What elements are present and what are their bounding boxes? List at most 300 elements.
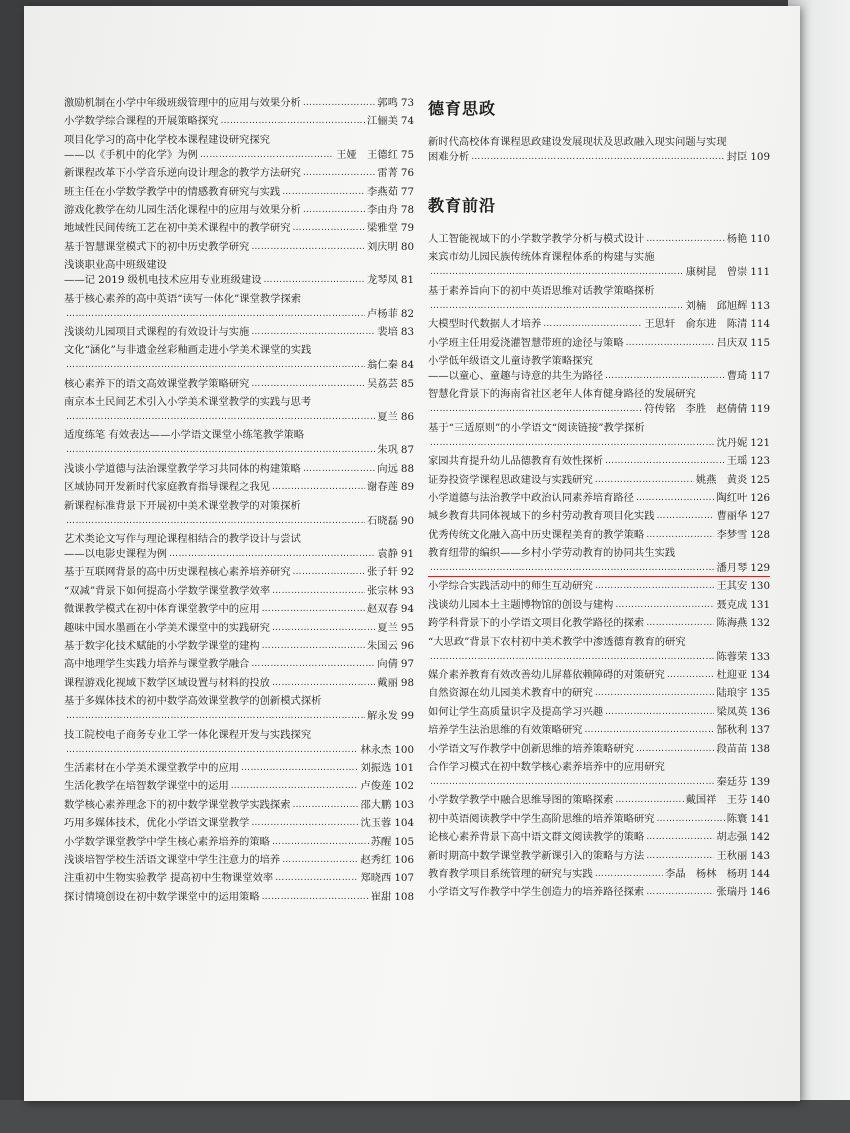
leader-dots (303, 166, 375, 181)
toc-entry-author: 王娅 王德红 (336, 148, 398, 161)
toc-entry-page: 129 (750, 562, 770, 575)
toc-entry-line (64, 728, 414, 743)
toc-entry-title: 基于数字化技术赋能的小学数学课堂的建构 (64, 639, 260, 652)
toc-entry-line (64, 114, 414, 129)
toc-entry-line (428, 491, 770, 506)
toc-entry-title: 生活化教学在培智数学课堂中的运用 (64, 780, 229, 793)
desk-surface (0, 1100, 850, 1133)
toc-entry (64, 853, 414, 868)
toc-entry-line (428, 284, 770, 299)
leader-dots (169, 547, 375, 562)
toc-entry-author: 曹丽华 (716, 510, 748, 523)
leader-dots (615, 793, 683, 808)
toc-entry-line (64, 871, 414, 886)
toc-entry-author: 李梦雪 (716, 528, 748, 541)
toc-entry-line (428, 317, 770, 332)
toc-entry-title: ——记 2019 级机电技术应用专业班级建设 (64, 274, 262, 287)
toc-entry-title: 合作学习模式在初中数学核心素养培养中的应用研究 (428, 760, 665, 773)
leader-dots (595, 686, 715, 701)
toc-entry (428, 579, 770, 594)
toc-entry-title: 小学低年级语文儿童诗教学策略探究 (428, 354, 593, 367)
toc-entry-author: 朱巩 (377, 444, 398, 457)
leader-dots (646, 830, 714, 845)
toc-entry-page: 95 (400, 621, 414, 634)
toc-entry-line (64, 532, 414, 547)
toc-entry-line (428, 598, 770, 613)
toc-entry-line (428, 635, 770, 650)
toc-entry-title: 浅谈幼儿园项目式课程的有效设计与实施 (64, 325, 250, 338)
toc-entry-line (64, 410, 414, 425)
leader-dots (595, 867, 663, 882)
toc-entry-title: 数学核心素养理念下的初中数学课堂教学实践探索 (64, 798, 291, 811)
toc-entry-page: 97 (400, 658, 414, 671)
toc-entry-title: 智慧化背景下的海南省社区老年人体育健身路径的发展研究 (428, 388, 696, 401)
toc-entry-author: 崔甜 (370, 890, 392, 903)
toc-entry (64, 133, 414, 163)
toc-entry-line (64, 890, 414, 905)
toc-entry-line (64, 761, 414, 776)
toc-entry-title: 人工智能视域下的小学数学教学分析与模式设计 (428, 233, 645, 245)
leader-dots (262, 890, 369, 905)
toc-entry-title: 小学语文写作教学中学生创造力的培养路径探索 (428, 886, 645, 899)
toc-entry-author: 龙琴凤 (367, 274, 398, 287)
leader-dots (66, 358, 365, 373)
leader-dots (543, 317, 642, 332)
toc-entry (64, 621, 414, 636)
toc-entry-title: 激励机制在小学中年级班级管理中的应用与效果分析 (64, 97, 301, 109)
toc-entry (64, 499, 414, 529)
toc-entry-page: 123 (750, 455, 770, 468)
toc-entry-line (64, 547, 414, 562)
toc-right-column (420, 96, 770, 904)
toc-entry-author: 卢俊莲 (360, 780, 392, 793)
toc-entry-line (64, 709, 414, 724)
toc-entry-line (428, 579, 770, 594)
toc-entry-title: 小学班主任用爱浇灌智慧带班的途径与策略 (428, 336, 624, 349)
toc-entry-author: 石晓磊 (367, 514, 398, 527)
toc-entry-title: 基于互联网背景的高中历史课程核心素养培养研究 (64, 566, 291, 579)
leader-dots (272, 584, 365, 599)
toc-entry (64, 240, 414, 255)
toc-entry (64, 676, 414, 691)
toc-entry-page: 79 (400, 222, 414, 235)
toc-entry-author: 曹琦 (726, 369, 748, 382)
leader-dots (646, 616, 714, 631)
toc-entry-title: 自然资源在幼儿园美术教育中的研究 (428, 687, 593, 700)
toc-entry-title: 艺术类论文写作与理论课程相结合的教学设计与尝试 (64, 533, 301, 546)
toc-entry-line (428, 812, 770, 827)
toc-entry (428, 723, 770, 738)
leader-dots (293, 798, 359, 813)
toc-entry-page: 94 (400, 603, 414, 616)
leader-dots (66, 709, 365, 724)
toc-entry-page: 83 (400, 325, 414, 338)
toc-entry-line (428, 265, 770, 280)
toc-entry-author: 裴培 (377, 325, 398, 338)
toc-entry-title: ——以电影史课程为例 (64, 548, 167, 561)
toc-entry-title: 家园共育提升幼儿品德教育有效性探析 (428, 455, 604, 468)
toc-entry (64, 480, 414, 495)
leader-dots (636, 491, 715, 506)
toc-entry (64, 602, 414, 617)
toc-entry-author: 郜秋利 (716, 724, 748, 737)
toc-entry-title: 趣味中国水墨画在小学美术课堂中的实践研究 (64, 621, 270, 634)
toc-entry-author: 苏醒 (370, 835, 392, 848)
toc-entry-title: 新时代高校体育课程思政建设发展现状及思政融入现实问题与实现 (428, 136, 727, 148)
toc-entry-line (428, 830, 770, 845)
toc-entry (428, 250, 770, 280)
toc-entry-page: 77 (400, 185, 414, 198)
toc-entry-author: 戴丽 (377, 676, 398, 689)
toc-entry-line (64, 395, 414, 410)
toc-entry-line (428, 387, 770, 402)
toc-entry-page: 125 (750, 473, 770, 486)
toc-entry (428, 686, 770, 701)
toc-entry-title: 小学数学课堂教学中学生核心素养培养的策略 (64, 835, 270, 848)
toc-entry-title: 跨学科背景下的小学语文项目化教学路径的探索 (428, 617, 645, 630)
toc-entry (428, 454, 770, 469)
toc-entry-title: 生活素材在小学美术课堂教学中的应用 (64, 761, 240, 774)
toc-entry-line (64, 676, 414, 691)
toc-entry-page: 127 (750, 510, 770, 523)
leader-dots (282, 853, 358, 868)
toc-entry-line (64, 816, 414, 831)
toc-entry-author: 李由舟 (367, 203, 398, 216)
leader-dots (220, 114, 365, 129)
leader-dots (605, 454, 725, 469)
toc-entry-page: 132 (750, 617, 770, 630)
toc-entry-title: 浅谈职业高中班级建设 (64, 259, 167, 272)
leader-dots (430, 561, 714, 576)
toc-entry-page: 86 (400, 411, 414, 424)
toc-entry-page: 78 (400, 203, 414, 216)
toc-entry-line (64, 621, 414, 636)
toc-entry-page: 87 (400, 444, 414, 457)
toc-entry-line (64, 203, 414, 218)
toc-entry-page: 106 (394, 853, 414, 866)
toc-entry-title: 巧用多媒体技术，优化小学语文课堂教学 (64, 817, 250, 830)
toc-entry-line (64, 565, 414, 580)
toc-entry-page: 82 (400, 307, 414, 320)
toc-entry-line (428, 250, 770, 265)
toc-entry (64, 221, 414, 236)
toc-entry (64, 292, 414, 322)
toc-entry (428, 812, 770, 827)
toc-entry-author: 吕庆双 (716, 336, 748, 349)
toc-entry-author: 陈蓉荣 (716, 650, 748, 663)
toc-entry-title: 小学道德与法治教学中政治认同素养培育路径 (428, 491, 634, 504)
toc-entry-page: 108 (394, 890, 414, 903)
leader-dots (200, 148, 334, 163)
toc-entry-title: 浅谈小学道德与法治课堂教学学习共同体的构建策略 (64, 462, 301, 475)
toc-entry-title: 新时期高中数学课堂教学新课引入的策略与方法 (428, 849, 645, 862)
toc-entry-page: 76 (400, 167, 414, 180)
toc-entry-title: 班主任在小学数学教学中的情感教育研究与实践 (64, 185, 281, 198)
toc-entry-title: 核心素养下的语文高效课堂教学策略研究 (64, 377, 250, 390)
toc-entry-title: 新课程改革下小学音乐逆向设计理念的教学方法研究 (64, 167, 301, 180)
toc-entry-author: 梁凤英 (716, 705, 748, 718)
toc-entry (428, 528, 770, 543)
toc-entry-line (428, 867, 770, 882)
toc-entry-line (64, 166, 414, 181)
toc-entry-author: 夏兰 (377, 411, 398, 424)
toc-entry-line (428, 369, 770, 384)
toc-entry-line (428, 509, 770, 524)
toc-entry (428, 284, 770, 314)
leader-dots (262, 602, 365, 617)
toc-entry-line (428, 299, 770, 314)
toc-entry-author: 向远 (377, 462, 398, 475)
leader-dots (293, 565, 365, 580)
toc-entry (64, 343, 414, 373)
leader-dots (272, 480, 365, 495)
toc-entry-title: 新课程标准背景下开展初中美术课堂教学的对策探析 (64, 499, 301, 512)
toc-entry (64, 728, 414, 758)
toc-entry (64, 816, 414, 831)
toc-entry-line (64, 639, 414, 654)
toc-entry-page: 98 (400, 676, 414, 689)
toc-entry (64, 325, 414, 340)
toc-entry-line (64, 133, 414, 148)
toc-entry (428, 317, 770, 332)
toc-entry-title: 浅谈培智学校生活语文课堂中学生注意力的培养 (64, 853, 281, 866)
leader-dots (241, 761, 358, 776)
toc-entry (64, 114, 414, 129)
toc-entry-title: 教育纽带的编织——乡村小学劳动教育的协同共生实践 (428, 547, 676, 560)
toc-entry-line (428, 668, 770, 683)
section-heading: 教育前沿 (428, 196, 497, 215)
leader-dots (657, 812, 725, 827)
leader-dots (595, 473, 694, 488)
leader-dots (272, 676, 375, 691)
leader-dots (251, 325, 375, 340)
leader-dots (646, 232, 725, 247)
toc-entry-line (64, 307, 414, 322)
leader-dots (251, 240, 365, 255)
toc-entry-author: 吴荔芸 (367, 377, 398, 390)
leader-dots (430, 402, 642, 417)
toc-entry-title: 南京本土民间艺术引入小学美术课堂教学的实践与思考 (64, 396, 312, 409)
toc-entry-author: 赵双春 (367, 603, 398, 616)
toc-entry-author: 郭鸣 (377, 97, 398, 109)
toc-entry-page: 130 (750, 580, 770, 593)
toc-entry-page: 89 (400, 481, 414, 494)
toc-entry (428, 135, 770, 165)
toc-entry (64, 871, 414, 886)
leader-dots (430, 436, 714, 451)
toc-entry-title: 文化“涵化”与非遗金丝彩釉画走进小学美术课堂的实践 (64, 344, 312, 357)
toc-entry (428, 421, 770, 451)
leader-dots (646, 528, 714, 543)
toc-entry (428, 546, 770, 576)
toc-entry-author: 夏兰 (377, 621, 398, 634)
toc-entry-line (64, 292, 414, 307)
toc-entry-line (428, 849, 770, 864)
toc-entry-title: 教育教学项目系统管理的研究与实践 (428, 867, 593, 880)
toc-entry-title: 优秀传统文化融入高中历史课程美育的教学策略 (428, 528, 645, 541)
leader-dots (584, 723, 714, 738)
toc-entry-author: 林永杰 (360, 743, 392, 756)
leader-dots (66, 514, 365, 529)
toc-entry-author: 沈丹妮 (716, 436, 748, 449)
toc-entry (428, 830, 770, 845)
toc-entry (428, 387, 770, 417)
leader-dots (430, 775, 714, 790)
toc-entry-title: 注重初中生物实验教学 提高初中生物课堂效率 (64, 872, 274, 885)
toc-entry-title: ——以童心、童趣与诗意的共生为路径 (428, 369, 604, 382)
leader-dots (282, 185, 365, 200)
toc-entry-line (64, 343, 414, 358)
toc-entry-title: 技工院校电子商务专业工学一体化课程开发与实践探究 (64, 728, 312, 741)
toc-entry-line (428, 135, 770, 150)
toc-entry (428, 793, 770, 808)
toc-entry-line (428, 760, 770, 775)
toc-entry (64, 584, 414, 599)
toc-entry-line (64, 377, 414, 392)
toc-entry-title: 证券投资学课程思政建设与实践研究 (428, 473, 593, 486)
toc-entry-line (64, 694, 414, 709)
toc-entry (428, 491, 770, 506)
toc-entry-author: 梁雅堂 (367, 222, 398, 235)
toc-entry-page: 121 (750, 436, 770, 449)
toc-entry-title: 城乡教育共同体视域下的乡村劳动教育项目化实践 (428, 510, 655, 523)
toc-entry-line (64, 148, 414, 163)
toc-entry-author: 杨艳 (726, 233, 748, 245)
toc-entry-page: 133 (750, 650, 770, 663)
toc-entry-line (64, 602, 414, 617)
toc-entry-author: 符传铭 李胜 赵倩倩 (644, 403, 748, 416)
toc-entry-page: 107 (394, 872, 414, 885)
leader-dots (615, 598, 714, 613)
leader-dots (66, 307, 365, 322)
toc-entry-page: 115 (750, 336, 770, 349)
toc-entry-line (428, 150, 770, 165)
toc-entry (64, 96, 414, 111)
toc-entry-line (64, 358, 414, 373)
toc-entry (64, 694, 414, 724)
toc-entry-title: 项目化学习的高中化学校本课程建设研究探究 (64, 133, 270, 146)
toc-entry-author: 刘振选 (360, 761, 392, 774)
toc-entry-author: 康树昆 曾崇 (685, 266, 748, 279)
toc-entry-line (64, 499, 414, 514)
toc-entry-author: 江俪美 (367, 115, 398, 128)
toc-entry-page: 144 (750, 867, 770, 880)
toc-entry-line (428, 436, 770, 451)
toc-entry-title: 小学语文写作教学中创新思维的培养策略研究 (428, 742, 634, 755)
toc-entry-author: 陶红叶 (716, 491, 748, 504)
leader-dots (430, 650, 714, 665)
toc-entry-title: 基于“三适原则”的小学语文“阅读链接”教学探析 (428, 421, 645, 434)
toc-entry (64, 462, 414, 477)
toc-entry-line (64, 185, 414, 200)
toc-entry (428, 742, 770, 757)
toc-entry-page: 113 (750, 299, 770, 312)
toc-entry-line (64, 258, 414, 273)
toc-entry (64, 761, 414, 776)
toc-entry-page: 135 (750, 687, 770, 700)
toc-entry-line (64, 514, 414, 529)
toc-entry-title: 课程游戏化视域下数学区域设置与材料的投放 (64, 676, 270, 689)
toc-entry-line (64, 584, 414, 599)
toc-entry-title: ——以《手机中的化学》为例 (64, 148, 198, 161)
leader-dots (303, 203, 365, 218)
toc-entry-title: 基于核心素养的高中英语“读写一体化”课堂教学探索 (64, 292, 302, 305)
toc-entry (428, 849, 770, 864)
toc-entry-line (64, 779, 414, 794)
section-heading: 德育思政 (428, 99, 497, 118)
toc-entry-title: 困难分析 (428, 151, 470, 163)
toc-entry-author: 戴国祥 王芬 (685, 794, 748, 807)
toc-entry (428, 635, 770, 665)
toc-entry-line (64, 657, 414, 672)
toc-entry-author: 卢杨菲 (367, 307, 398, 320)
toc-entry-line (64, 273, 414, 288)
toc-entry-page: 99 (400, 710, 414, 723)
toc-entry-line (428, 421, 770, 436)
toc-entry-page: 104 (394, 817, 414, 830)
leader-dots (251, 657, 375, 672)
toc-entry-title: 探讨情境创设在初中数学课堂中的运用策略 (64, 890, 260, 903)
toc-entry-page: 93 (400, 584, 414, 597)
toc-entry-page: 101 (394, 761, 414, 774)
toc-entry-page: 134 (750, 669, 770, 682)
toc-entry (428, 616, 770, 631)
leader-dots (636, 742, 715, 757)
toc-entry (64, 639, 414, 654)
toc-entry-page: 131 (750, 598, 770, 611)
toc-left-column (64, 96, 414, 908)
toc-entry-title: 小学综合实践活动中的师生互动研究 (428, 580, 593, 593)
toc-entry-page: 139 (750, 775, 770, 788)
toc-entry-page: 75 (400, 148, 414, 161)
toc-entry-title: 基于智慧课堂模式下的初中历史教学研究 (64, 240, 250, 253)
toc-entry-line (428, 742, 770, 757)
toc-entry-page: 141 (750, 812, 770, 825)
toc-entry (428, 705, 770, 720)
toc-entry-line (428, 232, 770, 247)
toc-entry-title: 浅谈幼儿园本土主题博物馆的创设与建构 (428, 598, 614, 611)
toc-entry-page: 138 (750, 742, 770, 755)
toc-entry-line (428, 546, 770, 561)
toc-entry (428, 473, 770, 488)
toc-entry-author: 姚燕 黄炎 (695, 473, 748, 486)
toc-entry-line (428, 473, 770, 488)
red-underline (428, 576, 770, 578)
toc-entry-line (64, 743, 414, 758)
toc-entry-page: 103 (394, 798, 414, 811)
toc-entry-page: 90 (400, 514, 414, 527)
toc-entry-title: “大思政”背景下农村初中美术教学中渗透德育教育的研究 (428, 635, 686, 648)
toc-entry-page: 80 (400, 240, 414, 253)
toc-entry (64, 657, 414, 672)
toc-entry-author: 段苗苗 (716, 742, 748, 755)
toc-entry-author: 邵大鹏 (360, 798, 392, 811)
toc-entry-line (64, 428, 414, 443)
toc-entry (428, 867, 770, 882)
toc-entry-title: 来宾市幼儿园民族传统体育课程体系的构建与实施 (428, 251, 655, 264)
toc-entry-line (64, 443, 414, 458)
toc-entry (64, 890, 414, 905)
toc-entry-title: 高中地理学生实践力培养与课堂教学融合 (64, 658, 250, 671)
toc-entry-line (428, 650, 770, 665)
toc-entry (64, 185, 414, 200)
toc-entry-author: 张子轩 (367, 566, 398, 579)
leader-dots (605, 705, 714, 720)
toc-entry (64, 377, 414, 392)
toc-entry-author: 王秋丽 (716, 849, 748, 862)
toc-entry-title: 适度练笔 有效表达——小学语文课堂小练笔教学策略 (64, 429, 305, 442)
leader-dots (251, 377, 365, 392)
